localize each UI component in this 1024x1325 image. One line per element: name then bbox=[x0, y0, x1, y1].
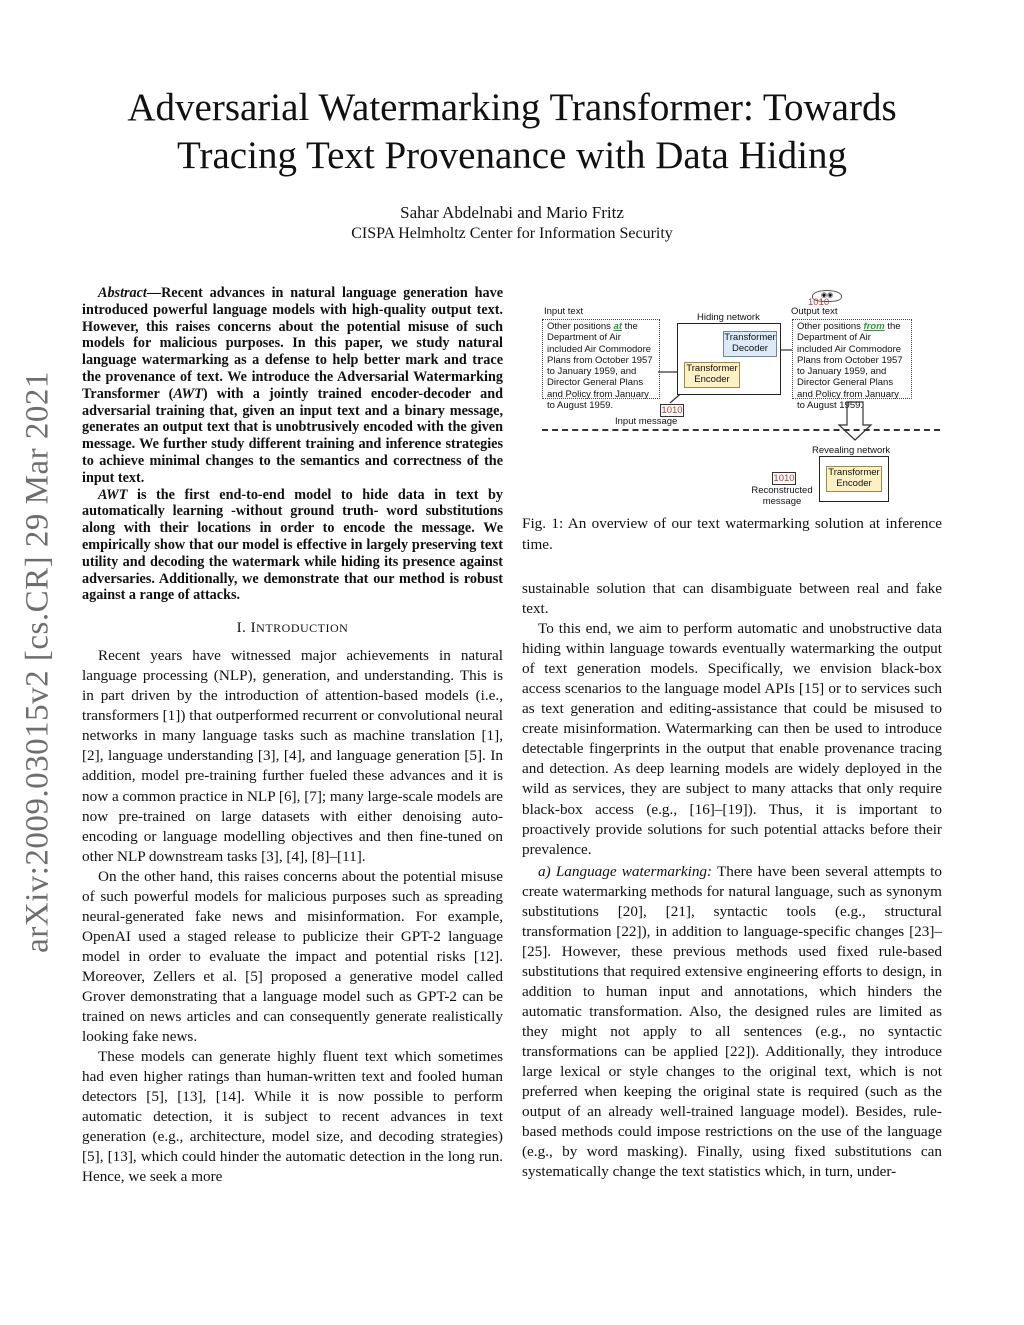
transformer-encoder-box-hiding: Transformer Encoder bbox=[684, 362, 740, 388]
section-number: I. bbox=[236, 620, 251, 637]
figure-1-caption: Fig. 1: An overview of our text watermarking solution at inference time. bbox=[522, 515, 942, 553]
intro-paragraph-1: Recent years have witnessed major achievements in natural language processing (NLP), generation, and understanding. This is in part driven by the introduction of attention-based models (i.e., transformers [1]) that outperformed recurrent or convolutional neural networks in many language tasks such as machine translation [1], [2], language understanding [3], [4], and language generation [5]. In addition, model pre-training further fueled these advances and it is now a common practice in NLP [6], [7]; many large-scale models are now pre-trained on large datasets with either denoising auto-encoding or language modelling objectives and then fine-tuned on other NLP downstream tasks [3], [4], [8]–[11]. bbox=[82, 647, 503, 865]
input-text-box bbox=[542, 319, 660, 412]
abstract-lead: Abstract bbox=[98, 285, 147, 301]
output-text-box bbox=[792, 319, 912, 412]
output-message-bits: 1010 bbox=[808, 297, 830, 308]
output-highlight-word: from bbox=[863, 321, 885, 332]
abstract-p1-end: ) with a jointly trained encoder-decoder and adversarial training that, given an input text and a binary message, generates an output text that is unobtrusively encoded with the given message. We further study different training and inference strategies to achieve minimal changes to the semantics and correctness of the input text. bbox=[82, 385, 503, 486]
arxiv-stamp bbox=[0, 0, 60, 1325]
section-heading-introduction bbox=[82, 618, 503, 638]
transformer-encoder-box-revealing: Transformer Encoder bbox=[826, 466, 882, 492]
watermark-seal-icon: ◉◉ bbox=[812, 290, 842, 302]
authors: Sahar Abdelnabi and Mario Fritz bbox=[400, 203, 624, 222]
section-first-letter: I bbox=[250, 620, 257, 637]
figure-1-diagram bbox=[540, 290, 942, 512]
right-column bbox=[522, 579, 942, 1182]
abstract-paragraph-2 bbox=[82, 487, 503, 605]
subsection-language-watermarking bbox=[522, 862, 942, 1183]
intro-paragraph-2: On the other hand, this raises concerns about the potential misuse of such powerful models for malicious purposes such as spreading neural-generated fake news and misinformation. For example, OpenAI used a staged release to publicize their GPT-2 language model in order to evaluate the impact and potential risks [12]. Moreover, Zellers et al. [5] proposed a generative model called Grover demonstrating that a language model such as GPT-2 can be trained on news articles and can consequently generate realistically looking fake news. bbox=[82, 867, 503, 1046]
revealing-network-label: Revealing network bbox=[812, 445, 891, 456]
paper-title bbox=[80, 84, 944, 180]
subsection-heading: a) Language watermarking: bbox=[538, 862, 713, 880]
abstract-p2-rest: is the first end-to-end model to hide data in text by automatically learning -without ground truth- word substitutions along with their locations in order to encode the message. We empirically show that our model is effective in largely preserving text utility and decoding the watermark while hiding its presence against adversaries. Additionally, we demonstrate that our method is robust against a range of attacks. bbox=[82, 486, 503, 604]
right-paragraph-1: sustainable solution that can disambiguate between real and fake text. bbox=[522, 580, 942, 618]
reconstructed-message-label: Reconstructed message bbox=[751, 485, 813, 508]
reconstructed-message-bits: 1010 bbox=[773, 473, 795, 484]
arxiv-id: arXiv:2009.03015v2 [cs.CR] 29 Mar 2021 bbox=[19, 371, 56, 953]
abstract-p1-rest: —Recent advances in natural language generation have introduced powerful language models with high-quality output text. However, this raises concerns about the potential misuse of such models for malicious purposes. In this paper, we study natural language watermarking as a defense to help better mark and trace the provenance of text. We introduce the Adversarial Watermarking Transformer ( bbox=[82, 285, 503, 402]
input-message-bits: 1010 bbox=[661, 405, 683, 416]
abstract bbox=[82, 285, 503, 604]
right-paragraph-2: To this end, we aim to perform automatic and unobstructive data hiding within language towards eventually watermarking the output of text generation models. Specifically, we envision black-box access scenarios to the language model APIs [15] or to services such as text generation and editing-assistance that could be misused to create misinformation. Watermarking can then be used to introduce detectable fingerprints in the output that enable provenance tracing and detection. As deep learning models are widely deployed in the wild as services, they are subject to many attacks that only require black-box access (e.g., [16]–[19]). Thus, it is important to proactively provide solutions for such potential attacks before their prevalence. bbox=[522, 620, 942, 858]
intro-paragraph-3: These models can generate highly fluent text which sometimes had even higher ratings than human-written text and fooled human detectors [5], [13], [14]. While it is now possible to perform automatic detection, it is subject to recent advances in text generation (e.g., architecture, model size, and decoding strategies) [5], [13], which could hinder the automatic detection in the long run. Hence, we seek a more bbox=[82, 1048, 503, 1186]
left-column bbox=[82, 285, 503, 1187]
abstract-p2-awt: AWT bbox=[98, 486, 128, 503]
input-message-label: Input message bbox=[615, 416, 678, 427]
section-rest: NTRODUCTION bbox=[256, 621, 349, 636]
subsection-text: There have been several attempts to create watermarking methods for natural language, such as synonym substitutions [20], [21], syntactic tools (e.g., structural transformation [22]), in addition to language-specific changes [23]–[25]. However, these previous methods used fixed rule-based substitutions that required extensive engineering efforts to design, in addition to human input and annotations, which hinders the automatic transformation. Also, the designed rules are limited as they might not apply to all sentences (e.g., no syntactic transformations can be applied [22]). Additionally, they introduce large lexical or style changes to the original text, which is not preferred when keeping the original state is required (such as the output of an already well-trained language model). Besides, rule-based methods could impose restrictions on the use of the language (e.g., by word masking). Finally, using fixed substitutions can systematically change the text statistics which, in turn, under- bbox=[522, 862, 942, 1181]
hiding-network-label: Hiding network bbox=[697, 312, 760, 323]
dashed-separator bbox=[542, 429, 940, 431]
abstract-awt: AWT bbox=[173, 385, 203, 402]
affiliation: CISPA Helmholtz Center for Information Security bbox=[351, 225, 673, 242]
input-text-label: Input text bbox=[544, 306, 584, 317]
output-text-label: Output text bbox=[791, 306, 838, 317]
output-text-post: the Department of Air included Air Commodore Plans from October 1957 to January 1959, and Director General Plans and Policy from January to August 1959. bbox=[797, 321, 903, 412]
title-line-1: Adversarial Watermarking Transformer: Towards bbox=[127, 86, 897, 129]
input-text-pre: Other positions bbox=[547, 321, 614, 332]
title-line-2: Tracing Text Provenance with Data Hiding bbox=[177, 134, 847, 177]
input-highlight-word: at bbox=[613, 321, 622, 332]
abstract-paragraph-1 bbox=[82, 285, 503, 487]
output-text-pre: Other positions bbox=[797, 321, 864, 332]
transformer-decoder-box: Transformer Decoder bbox=[723, 331, 777, 357]
input-text-post: the Department of Air included Air Commodore Plans from October 1957 to January 1959, and Director General Plans and Policy from January to August 1959. bbox=[547, 321, 653, 412]
